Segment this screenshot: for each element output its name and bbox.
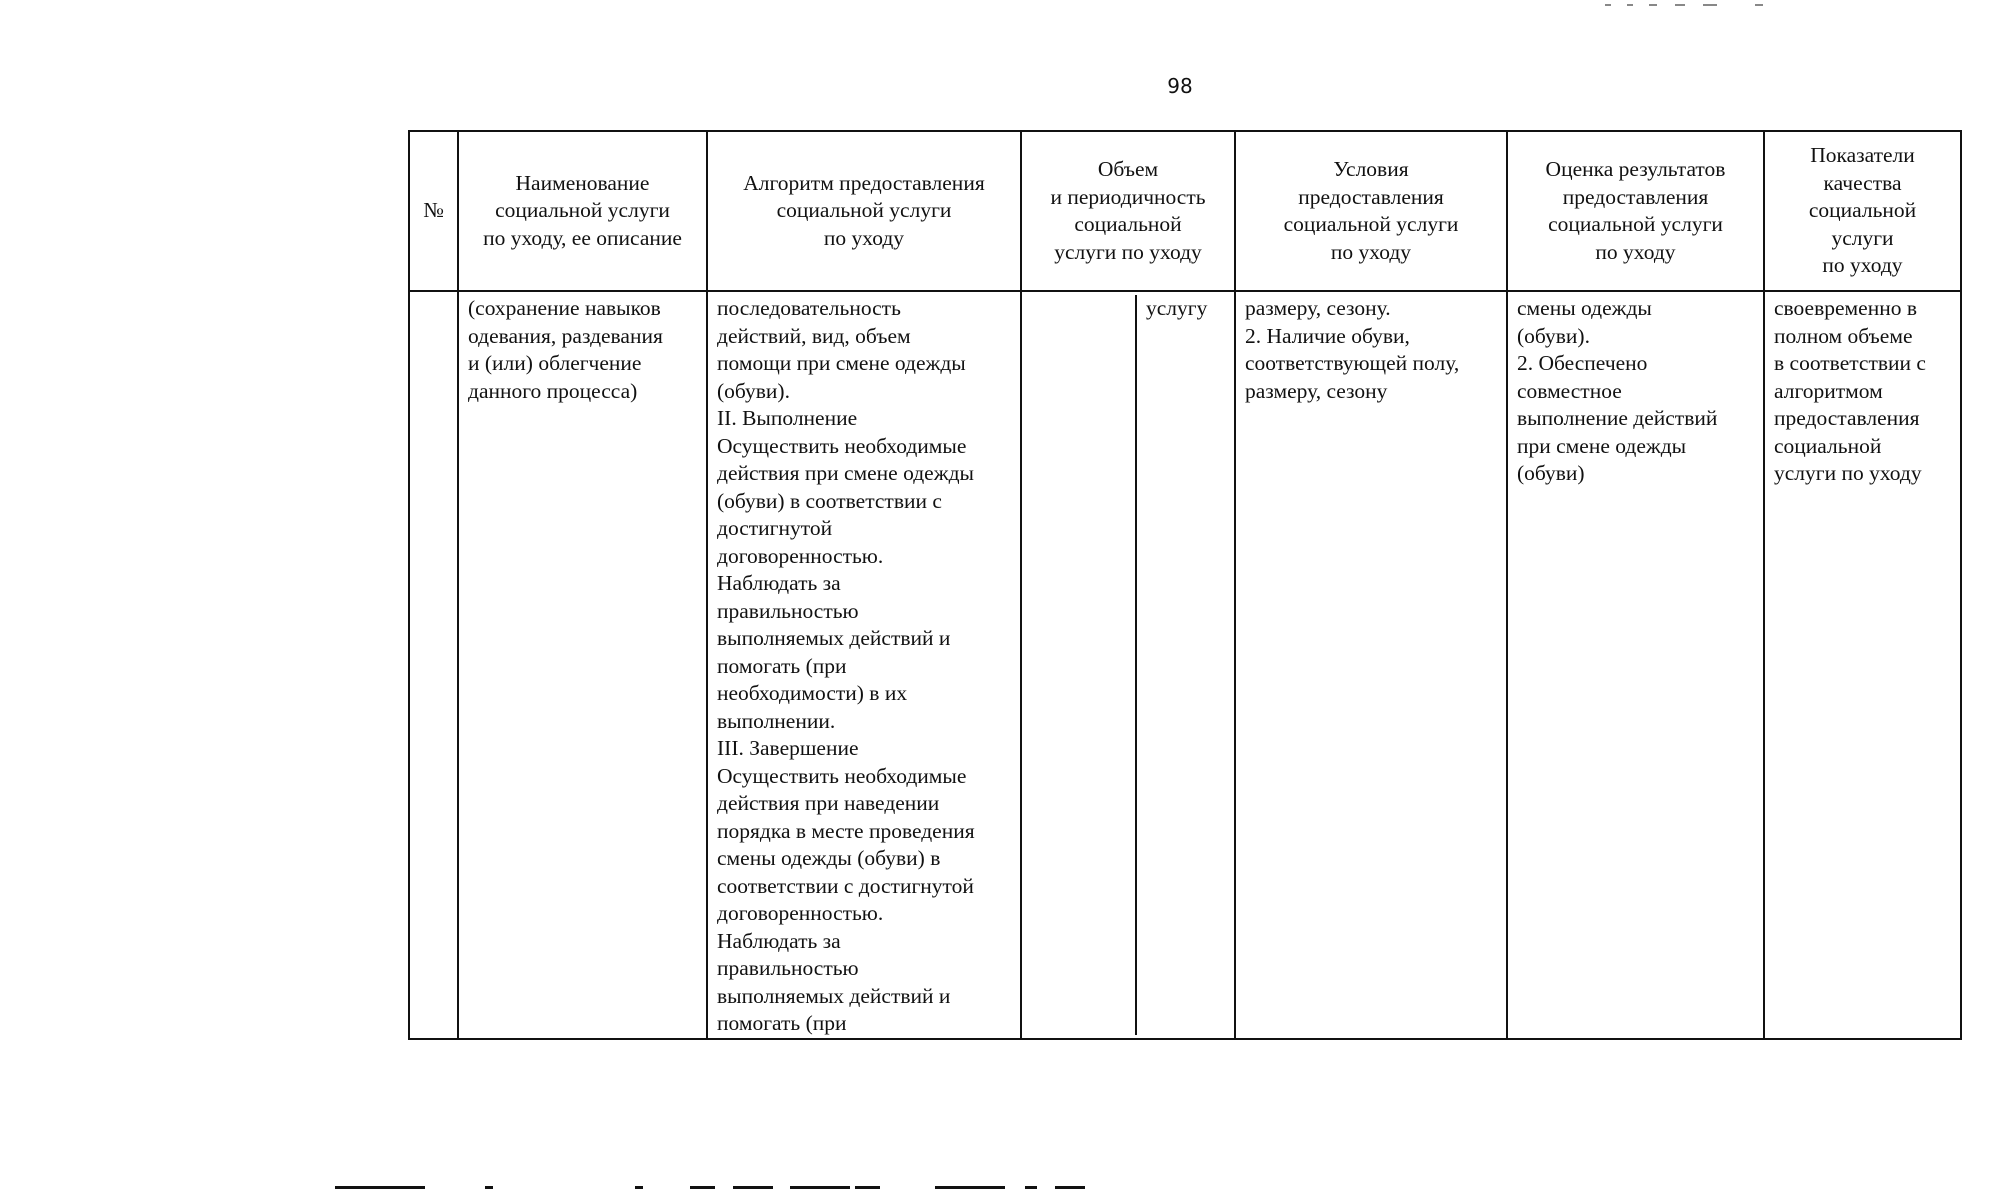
header-number: № <box>409 131 458 291</box>
services-table <box>408 130 1962 1040</box>
header-quality-indicators: Показатели качества социальной услуги по уходу <box>1764 131 1961 291</box>
page-number: 98 <box>1167 74 1193 98</box>
cell-number <box>409 291 458 1039</box>
cell-result-evaluation: смены одежды (обуви). 2. Обеспечено совместное выполнение действий при смене одежды (обуви) <box>1507 291 1764 1039</box>
header-service-name: Наименование социальной услуги по уходу, ее описание <box>458 131 707 291</box>
cell-volume-right: услугу <box>1146 296 1208 320</box>
cell-volume-left <box>1022 295 1137 1035</box>
header-result-evaluation: Оценка результатов предоставления социальной услуги по уходу <box>1507 131 1764 291</box>
table-row <box>409 291 1961 1039</box>
table-header-row <box>409 131 1961 291</box>
scan-artifact-bottom-lines <box>335 1186 1235 1192</box>
header-algorithm: Алгоритм предоставления социальной услуги по уходу <box>707 131 1021 291</box>
header-conditions: Условия предоставления социальной услуги по уходу <box>1235 131 1507 291</box>
header-volume-periodicity: Объем и периодичность социальной услуги по уходу <box>1021 131 1235 291</box>
cell-conditions: размеру, сезону. 2. Наличие обуви, соответствующей полу, размеру, сезону <box>1235 291 1507 1039</box>
cell-quality-indicators: своевременно в полном объеме в соответствии с алгоритмом предоставления социальной услуги по уходу <box>1764 291 1961 1039</box>
cell-service-name: (сохранение навыков одевания, раздевания и (или) облегчение данного процесса) <box>458 291 707 1039</box>
cell-volume-periodicity <box>1021 291 1235 1039</box>
scan-artifact-marks <box>1605 2 2005 8</box>
cell-algorithm: последовательность действий, вид, объем помощи при смене одежды (обуви). II. Выполнение Осуществить необходимые действия при смене одежды (обуви) в соответствии с достигнутой договоренностью. Наблюдать за правильностью выполняемых действий и помогать (при необходимости) в их выполнении. III. Завершение Осуществить необходимые действия при наведении порядка в месте проведения смены одежды (обуви) в соответствии с достигнутой договоренностью. Наблюдать за правильностью выполняемых действий и помогать (при <box>707 291 1021 1039</box>
